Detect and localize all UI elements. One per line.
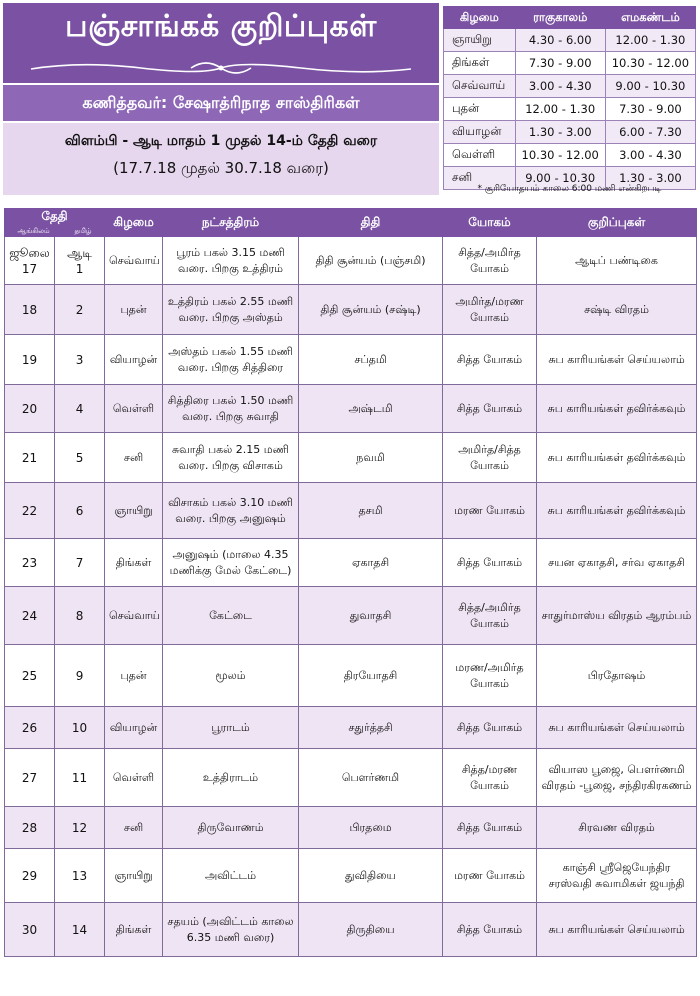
kalam-header-row — [444, 7, 696, 29]
table-row — [5, 587, 697, 645]
kalam-row — [444, 75, 696, 98]
note-cell: சுப காரியங்கள் தவிர்க்கவும் — [537, 385, 697, 433]
kalam-row — [444, 52, 696, 75]
note-cell: வியாஸ பூஜை, பௌர்ணமி விரதம் -பூஜை, சந்திரகிரகணம் — [537, 749, 697, 807]
day-cell: வியாழன் — [105, 707, 163, 749]
star-cell: உத்திரம் பகல் 2.55 மணி வரை. பிறகு அஸ்தம் — [163, 285, 299, 335]
date-tamil: 11 — [71, 770, 88, 785]
kalam-yama: 9.00 - 10.30 — [605, 75, 695, 98]
header-day: கிழமை — [105, 209, 163, 237]
date-english-cell — [5, 285, 55, 335]
subtitle-dates: (17.7.18 முதல் 30.7.18 வரை) — [113, 159, 329, 177]
header-date — [5, 209, 105, 237]
kalam-day: வெள்ளி — [444, 144, 516, 167]
date-english-cell — [5, 385, 55, 433]
date-tamil: 9 — [75, 668, 84, 683]
star-cell: சதயம் (அவிட்டம் காலை 6.35 மணி வரை) — [163, 903, 299, 957]
date-tamil-cell — [55, 587, 105, 645]
header-date-label: தேதி — [41, 209, 68, 223]
date-tamil: 14 — [71, 922, 88, 937]
date-english: 21 — [21, 450, 38, 465]
day-cell: புதன் — [105, 285, 163, 335]
star-cell: திருவோணம் — [163, 807, 299, 849]
note-cell: சஷ்டி விரதம் — [537, 285, 697, 335]
date-english-cell — [5, 539, 55, 587]
date-tamil: 3 — [75, 352, 84, 367]
date-english-cell — [5, 587, 55, 645]
day-cell: திங்கள் — [105, 903, 163, 957]
note-cell: சயன ஏகாதசி, சர்வ ஏகாதசி — [537, 539, 697, 587]
date-english-cell — [5, 483, 55, 539]
tithi-cell: சப்தமி — [299, 335, 443, 385]
kalam-yama: 3.00 - 4.30 — [605, 144, 695, 167]
date-english: 29 — [21, 868, 38, 883]
date-tamil-cell — [55, 385, 105, 433]
date-tamil-cell — [55, 285, 105, 335]
date-tamil: 1 — [75, 261, 84, 276]
sunrise-footnote: * சூரியோதயம் காலை 6:00 மணி என்கிறபடி — [477, 184, 662, 194]
date-english: 24 — [21, 608, 38, 623]
star-cell: அனுஷம் (மாலை 4.35 மணிக்கு மேல் கேட்டை) — [163, 539, 299, 587]
header-yogam: யோகம் — [443, 209, 537, 237]
yogam-cell: சித்த யோகம் — [443, 539, 537, 587]
kalam-rahu: 3.00 - 4.30 — [515, 75, 605, 98]
table-row — [5, 385, 697, 433]
kalam-row — [444, 29, 696, 52]
star-cell: அஸ்தம் பகல் 1.55 மணி வரை. பிறகு சித்திரை — [163, 335, 299, 385]
date-english: 20 — [21, 401, 38, 416]
date-tamil: 2 — [75, 302, 84, 317]
date-tamil: 12 — [71, 820, 88, 835]
date-tamil: 10 — [71, 720, 88, 735]
main-header-row — [5, 209, 697, 237]
table-row — [5, 807, 697, 849]
kalam-yama: 7.30 - 9.00 — [605, 98, 695, 121]
date-english: 19 — [21, 352, 38, 367]
tithi-cell: ஏகாதசி — [299, 539, 443, 587]
kalam-yama: 10.30 - 12.00 — [605, 52, 695, 75]
tithi-cell: திருதியை — [299, 903, 443, 957]
author-line: கணித்தவர்: சேஷாத்ரிநாத சாஸ்திரிகள் — [3, 85, 439, 121]
star-cell: உத்திராடம் — [163, 749, 299, 807]
kalam-row — [444, 98, 696, 121]
star-cell: சுவாதி பகல் 2.15 மணி வரை. பிறகு விசாகம் — [163, 433, 299, 483]
yogam-cell: சித்த யோகம் — [443, 335, 537, 385]
yogam-cell: சித்த/அமிர்த யோகம் — [443, 587, 537, 645]
date-english-cell — [5, 707, 55, 749]
date-tamil-cell — [55, 539, 105, 587]
note-cell: சிரவண விரதம் — [537, 807, 697, 849]
yogam-cell: சித்த யோகம் — [443, 707, 537, 749]
note-cell: சுப காரியங்கள் செய்யலாம் — [537, 903, 697, 957]
day-cell: செவ்வாய் — [105, 587, 163, 645]
date-english: 18 — [21, 302, 38, 317]
header-notes: குறிப்புகள் — [537, 209, 697, 237]
page-title: பஞ்சாங்கக் குறிப்புகள் — [65, 9, 377, 44]
kalam-row — [444, 144, 696, 167]
kalam-day: வியாழன் — [444, 121, 516, 144]
date-english-cell — [5, 433, 55, 483]
date-tamil-cell — [55, 483, 105, 539]
tithi-cell: அஷ்டமி — [299, 385, 443, 433]
table-row — [5, 433, 697, 483]
date-english-cell — [5, 749, 55, 807]
kalam-header-rahu: ராகுகாலம் — [515, 7, 605, 29]
tithi-cell: சதுர்த்தசி — [299, 707, 443, 749]
yogam-cell: சித்த யோகம் — [443, 903, 537, 957]
day-cell: வெள்ளி — [105, 749, 163, 807]
title-band — [3, 3, 439, 83]
date-english: 17 — [21, 261, 38, 276]
header-date-english: ஆங்கிலம் — [17, 227, 50, 235]
tithi-cell: நவமி — [299, 433, 443, 483]
kalam-yama: 12.00 - 1.30 — [605, 29, 695, 52]
kalam-yama: 6.00 - 7.30 — [605, 121, 695, 144]
date-english-cell — [5, 903, 55, 957]
day-cell: வியாழன் — [105, 335, 163, 385]
kalam-rahu: 1.30 - 3.00 — [515, 121, 605, 144]
star-cell: கேட்டை — [163, 587, 299, 645]
date-english: 30 — [21, 922, 38, 937]
yogam-cell: மரண/அமிர்த யோகம் — [443, 645, 537, 707]
date-english: 28 — [21, 820, 38, 835]
kalam-rahu: 7.30 - 9.00 — [515, 52, 605, 75]
kalam-yama: 1.30 - 3.00 — [605, 167, 695, 190]
kalam-day: திங்கள் — [444, 52, 516, 75]
kalam-day: சனி — [444, 167, 516, 190]
yogam-cell: அமிர்த/சித்த யோகம் — [443, 433, 537, 483]
tithi-cell: பௌர்ணமி — [299, 749, 443, 807]
kalam-header-day: கிழமை — [444, 7, 516, 29]
kalam-row — [444, 121, 696, 144]
kalam-rahu: 9.00 - 10.30 — [515, 167, 605, 190]
tithi-cell: திரயோதசி — [299, 645, 443, 707]
date-english: 25 — [21, 668, 38, 683]
header-date-tamil: தமிழ் — [74, 227, 92, 235]
date-tamil: 6 — [75, 503, 84, 518]
date-tamil-cell — [55, 707, 105, 749]
date-tamil: 7 — [75, 555, 84, 570]
date-english-cell — [5, 849, 55, 903]
month-tamil: ஆடி — [67, 245, 92, 260]
star-cell: அவிட்டம் — [163, 849, 299, 903]
date-tamil-cell — [55, 849, 105, 903]
header-star: நட்சத்திரம் — [163, 209, 299, 237]
yogam-cell: மரண யோகம் — [443, 483, 537, 539]
day-cell: சனி — [105, 807, 163, 849]
yogam-cell: சித்த யோகம் — [443, 385, 537, 433]
kalam-header-yama: எமகண்டம் — [605, 7, 695, 29]
table-row — [5, 645, 697, 707]
subtitle-period: விளம்பி - ஆடி மாதம் 1 முதல் 14-ம் தேதி வரை — [64, 133, 378, 149]
note-cell: சாதுர்மாஸ்ய விரதம் ஆரம்பம் — [537, 587, 697, 645]
date-english-cell — [5, 237, 55, 285]
date-english: 27 — [21, 770, 38, 785]
kalam-rahu: 10.30 - 12.00 — [515, 144, 605, 167]
table-row — [5, 849, 697, 903]
yogam-cell: அமிர்த/மரண யோகம் — [443, 285, 537, 335]
header-tithi: திதி — [299, 209, 443, 237]
date-tamil-cell — [55, 433, 105, 483]
date-tamil: 5 — [75, 450, 84, 465]
table-row — [5, 539, 697, 587]
tithi-cell: தசமி — [299, 483, 443, 539]
header-date-sublabels — [5, 227, 104, 236]
day-cell: செவ்வாய் — [105, 237, 163, 285]
date-english: 23 — [21, 555, 38, 570]
date-tamil: 13 — [71, 868, 88, 883]
tithi-cell: திதி சூன்யம் (பஞ்சமி) — [299, 237, 443, 285]
date-tamil-cell — [55, 237, 105, 285]
star-cell: பூரம் பகல் 3.15 மணி வரை. பிறகு உத்திரம் — [163, 237, 299, 285]
star-cell: சித்திரை பகல் 1.50 மணி வரை. பிறகு சுவாதி — [163, 385, 299, 433]
day-cell: திங்கள் — [105, 539, 163, 587]
date-english-cell — [5, 645, 55, 707]
subtitle-band — [3, 123, 439, 195]
panchangam-table — [4, 208, 697, 957]
note-cell: சுப காரியங்கள் செய்யலாம் — [537, 707, 697, 749]
kalam-rahu: 12.00 - 1.30 — [515, 98, 605, 121]
table-row — [5, 335, 697, 385]
date-tamil-cell — [55, 645, 105, 707]
date-english-cell — [5, 335, 55, 385]
day-cell: சனி — [105, 433, 163, 483]
note-cell: சுப காரியங்கள் தவிர்க்கவும் — [537, 433, 697, 483]
yogam-cell: சித்த/மரண யோகம் — [443, 749, 537, 807]
table-row — [5, 483, 697, 539]
kalam-table — [443, 6, 696, 190]
month-english: ஜூலை — [9, 245, 50, 260]
date-tamil: 4 — [75, 401, 84, 416]
tithi-cell: துவிதியை — [299, 849, 443, 903]
day-cell: புதன் — [105, 645, 163, 707]
kalam-day: செவ்வாய் — [444, 75, 516, 98]
note-cell: சுப காரியங்கள் தவிர்க்கவும் — [537, 483, 697, 539]
day-cell: வெள்ளி — [105, 385, 163, 433]
yogam-cell: சித்த/அமிர்த யோகம் — [443, 237, 537, 285]
star-cell: மூலம் — [163, 645, 299, 707]
day-cell: ஞாயிறு — [105, 483, 163, 539]
table-row — [5, 749, 697, 807]
date-english: 26 — [21, 720, 38, 735]
kalam-rahu: 4.30 - 6.00 — [515, 29, 605, 52]
date-tamil-cell — [55, 749, 105, 807]
tithi-cell: திதி சூன்யம் (சஷ்டி) — [299, 285, 443, 335]
yogam-cell: மரண யோகம் — [443, 849, 537, 903]
flourish-ornament-icon — [21, 59, 421, 77]
kalam-day: புதன் — [444, 98, 516, 121]
table-row — [5, 903, 697, 957]
star-cell: பூராடம் — [163, 707, 299, 749]
date-tamil-cell — [55, 335, 105, 385]
note-cell: ஆடிப் பண்டிகை — [537, 237, 697, 285]
note-cell: பிரதோஷம் — [537, 645, 697, 707]
tithi-cell: பிரதமை — [299, 807, 443, 849]
kalam-day: ஞாயிறு — [444, 29, 516, 52]
table-row — [5, 707, 697, 749]
star-cell: விசாகம் பகல் 3.10 மணி வரை. பிறகு அனுஷம் — [163, 483, 299, 539]
date-tamil-cell — [55, 807, 105, 849]
date-english: 22 — [21, 503, 38, 518]
table-row — [5, 285, 697, 335]
date-english-cell — [5, 807, 55, 849]
note-cell: காஞ்சி ஸ்ரீஜெயேந்திர சரஸ்வதி சுவாமிகள் ஜயந்தி — [537, 849, 697, 903]
day-cell: ஞாயிறு — [105, 849, 163, 903]
note-cell: சுப காரியங்கள் செய்யலாம் — [537, 335, 697, 385]
date-tamil-cell — [55, 903, 105, 957]
table-row — [5, 237, 697, 285]
yogam-cell: சித்த யோகம் — [443, 807, 537, 849]
date-tamil: 8 — [75, 608, 84, 623]
tithi-cell: துவாதசி — [299, 587, 443, 645]
header-panel — [3, 3, 439, 195]
